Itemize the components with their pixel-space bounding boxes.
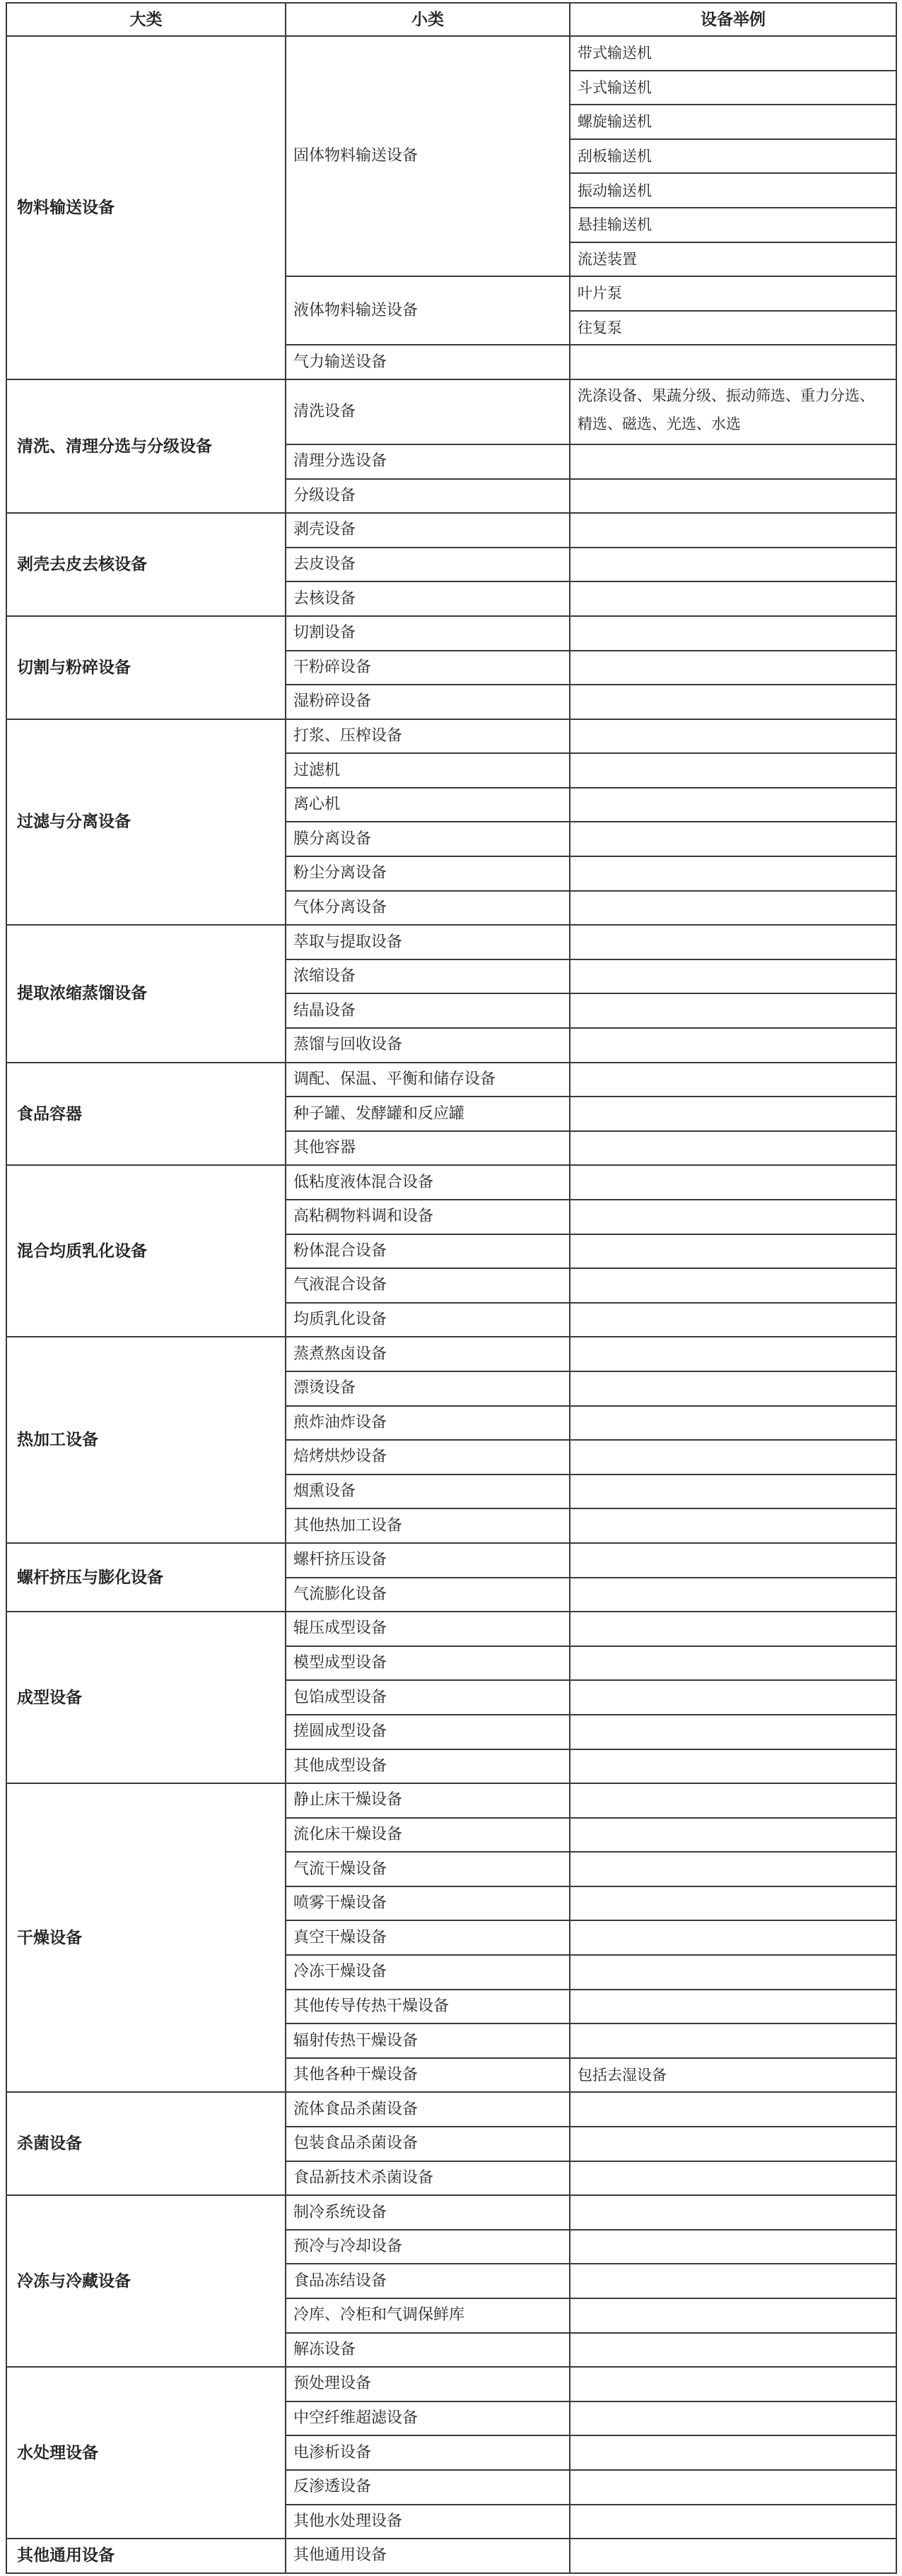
minor-category: 干粉碎设备 (286, 651, 570, 685)
table-row (6, 379, 896, 444)
table-row (6, 1612, 896, 1646)
table-row (6, 2367, 896, 2401)
table-row (6, 616, 896, 651)
example-cell (570, 925, 896, 959)
example-cell (570, 1990, 896, 2024)
major-category: 切割与粉碎设备 (6, 616, 286, 719)
minor-category: 煎炸油炸设备 (286, 1406, 570, 1441)
minor-category: 剥壳设备 (286, 513, 570, 548)
example-cell (570, 2367, 896, 2401)
minor-category: 漂烫设备 (286, 1371, 570, 1406)
major-category: 冷冻与冷藏设备 (6, 2195, 286, 2367)
example-cell (570, 719, 896, 754)
example-cell (570, 1234, 896, 1269)
minor-category: 流化床干燥设备 (286, 1818, 570, 1853)
header-major-category: 大类 (6, 3, 286, 36)
minor-category: 制冷系统设备 (286, 2195, 570, 2230)
example-cell: 包括去湿设备 (570, 2058, 896, 2093)
example-cell (570, 1508, 896, 1543)
example-cell: 带式输送机 (570, 36, 896, 71)
major-category: 食品容器 (6, 1063, 286, 1166)
minor-category: 种子罐、发酵罐和反应罐 (286, 1097, 570, 1131)
table-row (6, 2092, 896, 2127)
minor-category: 液体物料输送设备 (286, 276, 570, 345)
minor-category: 膜分离设备 (286, 822, 570, 856)
example-cell (570, 1543, 896, 1578)
example-cell (570, 2470, 896, 2505)
example-cell (570, 2230, 896, 2264)
example-cell: 斗式输送机 (570, 71, 896, 105)
minor-category: 高粘稠物料调和设备 (286, 1200, 570, 1234)
example-cell (570, 1920, 896, 1955)
minor-category: 气流膨化设备 (286, 1578, 570, 1612)
example-cell (570, 2333, 896, 2368)
example-cell: 流送装置 (570, 242, 896, 277)
example-cell (570, 959, 896, 994)
major-category: 螺杆挤压与膨化设备 (6, 1543, 286, 1612)
example-cell (570, 856, 896, 891)
minor-category: 其他容器 (286, 1131, 570, 1166)
minor-category: 其他水处理设备 (286, 2505, 570, 2539)
example-cell (570, 616, 896, 651)
example-cell (570, 1097, 896, 1131)
header-minor-category: 小类 (286, 3, 570, 36)
major-category: 清洗、清理分选与分级设备 (6, 379, 286, 513)
minor-category: 萃取与提取设备 (286, 925, 570, 959)
example-cell: 往复泵 (570, 311, 896, 345)
table-row (6, 1165, 896, 1200)
table-row (6, 1337, 896, 1371)
example-cell (570, 1578, 896, 1612)
example-cell (570, 1165, 896, 1200)
table-row (6, 1783, 896, 1818)
example-cell (570, 1749, 896, 1784)
example-cell (570, 1028, 896, 1063)
minor-category: 过滤机 (286, 753, 570, 788)
minor-category: 其他各种干燥设备 (286, 2058, 570, 2093)
example-cell (570, 1475, 896, 1509)
major-category: 其他通用设备 (6, 2539, 286, 2573)
example-cell (570, 2195, 896, 2230)
equipment-classification-table (6, 2, 897, 2574)
minor-category: 包馅成型设备 (286, 1680, 570, 1715)
example-cell (570, 1715, 896, 1749)
minor-category: 真空干燥设备 (286, 1920, 570, 1955)
example-cell: 洗涤设备、果蔬分级、振动筛选、重力分选、精选、磁选、光选、水选 (570, 379, 896, 444)
minor-category: 清洗设备 (286, 379, 570, 444)
minor-category: 辐射传热干燥设备 (286, 2023, 570, 2058)
example-cell: 叶片泵 (570, 276, 896, 311)
example-cell (570, 993, 896, 1028)
example-cell (570, 753, 896, 788)
minor-category: 食品冻结设备 (286, 2264, 570, 2298)
minor-category: 气流干燥设备 (286, 1852, 570, 1886)
minor-category: 切割设备 (286, 616, 570, 651)
minor-category: 去皮设备 (286, 548, 570, 582)
major-category: 热加工设备 (6, 1337, 286, 1543)
major-category: 成型设备 (6, 1612, 286, 1783)
minor-category: 低粘度液体混合设备 (286, 1165, 570, 1200)
minor-category: 气力输送设备 (286, 345, 570, 379)
example-cell (570, 788, 896, 822)
example-cell (570, 1955, 896, 1990)
major-category: 提取浓缩蒸馏设备 (6, 925, 286, 1062)
minor-category: 食品新技术杀菌设备 (286, 2161, 570, 2196)
example-cell (570, 444, 896, 479)
example-cell (570, 1646, 896, 1681)
minor-category: 搓圆成型设备 (286, 1715, 570, 1749)
example-cell (570, 1303, 896, 1337)
example-cell (570, 2092, 896, 2127)
minor-category: 其他热加工设备 (286, 1508, 570, 1543)
table-row (6, 1543, 896, 1578)
minor-category: 蒸馏与回收设备 (286, 1028, 570, 1063)
example-cell (570, 513, 896, 548)
minor-category: 中空纤维超滤设备 (286, 2401, 570, 2436)
minor-category: 解冻设备 (286, 2333, 570, 2368)
table-row (6, 719, 896, 754)
table-row (6, 513, 896, 548)
example-cell (570, 548, 896, 582)
example-cell (570, 1818, 896, 1853)
header-row (6, 3, 896, 36)
example-cell (570, 1406, 896, 1441)
minor-category: 气体分离设备 (286, 891, 570, 926)
minor-category: 流体食品杀菌设备 (286, 2092, 570, 2127)
minor-category: 粉体混合设备 (286, 1234, 570, 1269)
example-cell (570, 1131, 896, 1166)
minor-category: 结晶设备 (286, 993, 570, 1028)
major-category: 剥壳去皮去核设备 (6, 513, 286, 616)
example-cell (570, 1852, 896, 1886)
minor-category: 静止床干燥设备 (286, 1783, 570, 1818)
table-row (6, 1063, 896, 1097)
minor-category: 调配、保温、平衡和储存设备 (286, 1063, 570, 1097)
example-cell (570, 345, 896, 379)
example-cell (570, 1886, 896, 1921)
example-cell: 刮板输送机 (570, 139, 896, 174)
major-category: 杀菌设备 (6, 2092, 286, 2195)
minor-category: 喷雾干燥设备 (286, 1886, 570, 1921)
example-cell (570, 2264, 896, 2298)
example-cell (570, 1337, 896, 1371)
minor-category: 预冷与冷却设备 (286, 2230, 570, 2264)
example-cell (570, 2298, 896, 2333)
minor-category: 模型成型设备 (286, 1646, 570, 1681)
example-cell (570, 1680, 896, 1715)
example-cell (570, 1200, 896, 1234)
minor-category: 湿粉碎设备 (286, 685, 570, 719)
example-cell: 悬挂输送机 (570, 208, 896, 242)
example-cell (570, 2435, 896, 2470)
major-category: 过滤与分离设备 (6, 719, 286, 926)
minor-category: 离心机 (286, 788, 570, 822)
minor-category: 冷库、冷柜和气调保鲜库 (286, 2298, 570, 2333)
minor-category: 分级设备 (286, 479, 570, 514)
example-cell: 振动输送机 (570, 173, 896, 208)
minor-category: 电渗析设备 (286, 2435, 570, 2470)
example-cell (570, 2401, 896, 2436)
example-cell (570, 2539, 896, 2573)
example-cell (570, 685, 896, 719)
minor-category: 浓缩设备 (286, 959, 570, 994)
example-cell (570, 2505, 896, 2539)
table-row (6, 2539, 896, 2573)
example-cell (570, 1268, 896, 1303)
minor-category: 冷冻干燥设备 (286, 1955, 570, 1990)
minor-category: 螺杆挤压设备 (286, 1543, 570, 1578)
minor-category: 固体物料输送设备 (286, 36, 570, 276)
table-row (6, 36, 896, 71)
major-category: 物料输送设备 (6, 36, 286, 379)
example-cell (570, 1440, 896, 1475)
table-row (6, 925, 896, 959)
example-cell (570, 891, 896, 926)
header-examples: 设备举例 (570, 3, 896, 36)
minor-category: 气液混合设备 (286, 1268, 570, 1303)
example-cell (570, 1612, 896, 1646)
minor-category: 辊压成型设备 (286, 1612, 570, 1646)
minor-category: 蒸煮熬卤设备 (286, 1337, 570, 1371)
example-cell (570, 479, 896, 514)
example-cell (570, 2023, 896, 2058)
example-cell (570, 1371, 896, 1406)
minor-category: 清理分选设备 (286, 444, 570, 479)
example-cell (570, 2127, 896, 2161)
major-category: 混合均质乳化设备 (6, 1165, 286, 1337)
example-cell (570, 1063, 896, 1097)
major-category: 水处理设备 (6, 2367, 286, 2539)
minor-category: 去核设备 (286, 581, 570, 616)
major-category: 干燥设备 (6, 1783, 286, 2092)
example-cell (570, 822, 896, 856)
minor-category: 其他传导传热干燥设备 (286, 1990, 570, 2024)
example-cell (570, 581, 896, 616)
example-cell: 螺旋输送机 (570, 105, 896, 139)
minor-category: 打浆、压榨设备 (286, 719, 570, 754)
minor-category: 包装食品杀菌设备 (286, 2127, 570, 2161)
minor-category: 烟熏设备 (286, 1475, 570, 1509)
example-cell (570, 2161, 896, 2196)
minor-category: 均质乳化设备 (286, 1303, 570, 1337)
minor-category: 其他通用设备 (286, 2539, 570, 2573)
minor-category: 焙烤烘炒设备 (286, 1440, 570, 1475)
minor-category: 粉尘分离设备 (286, 856, 570, 891)
minor-category: 反渗透设备 (286, 2470, 570, 2505)
minor-category: 预处理设备 (286, 2367, 570, 2401)
minor-category: 其他成型设备 (286, 1749, 570, 1784)
table-row (6, 2195, 896, 2230)
example-cell (570, 651, 896, 685)
example-cell (570, 1783, 896, 1818)
